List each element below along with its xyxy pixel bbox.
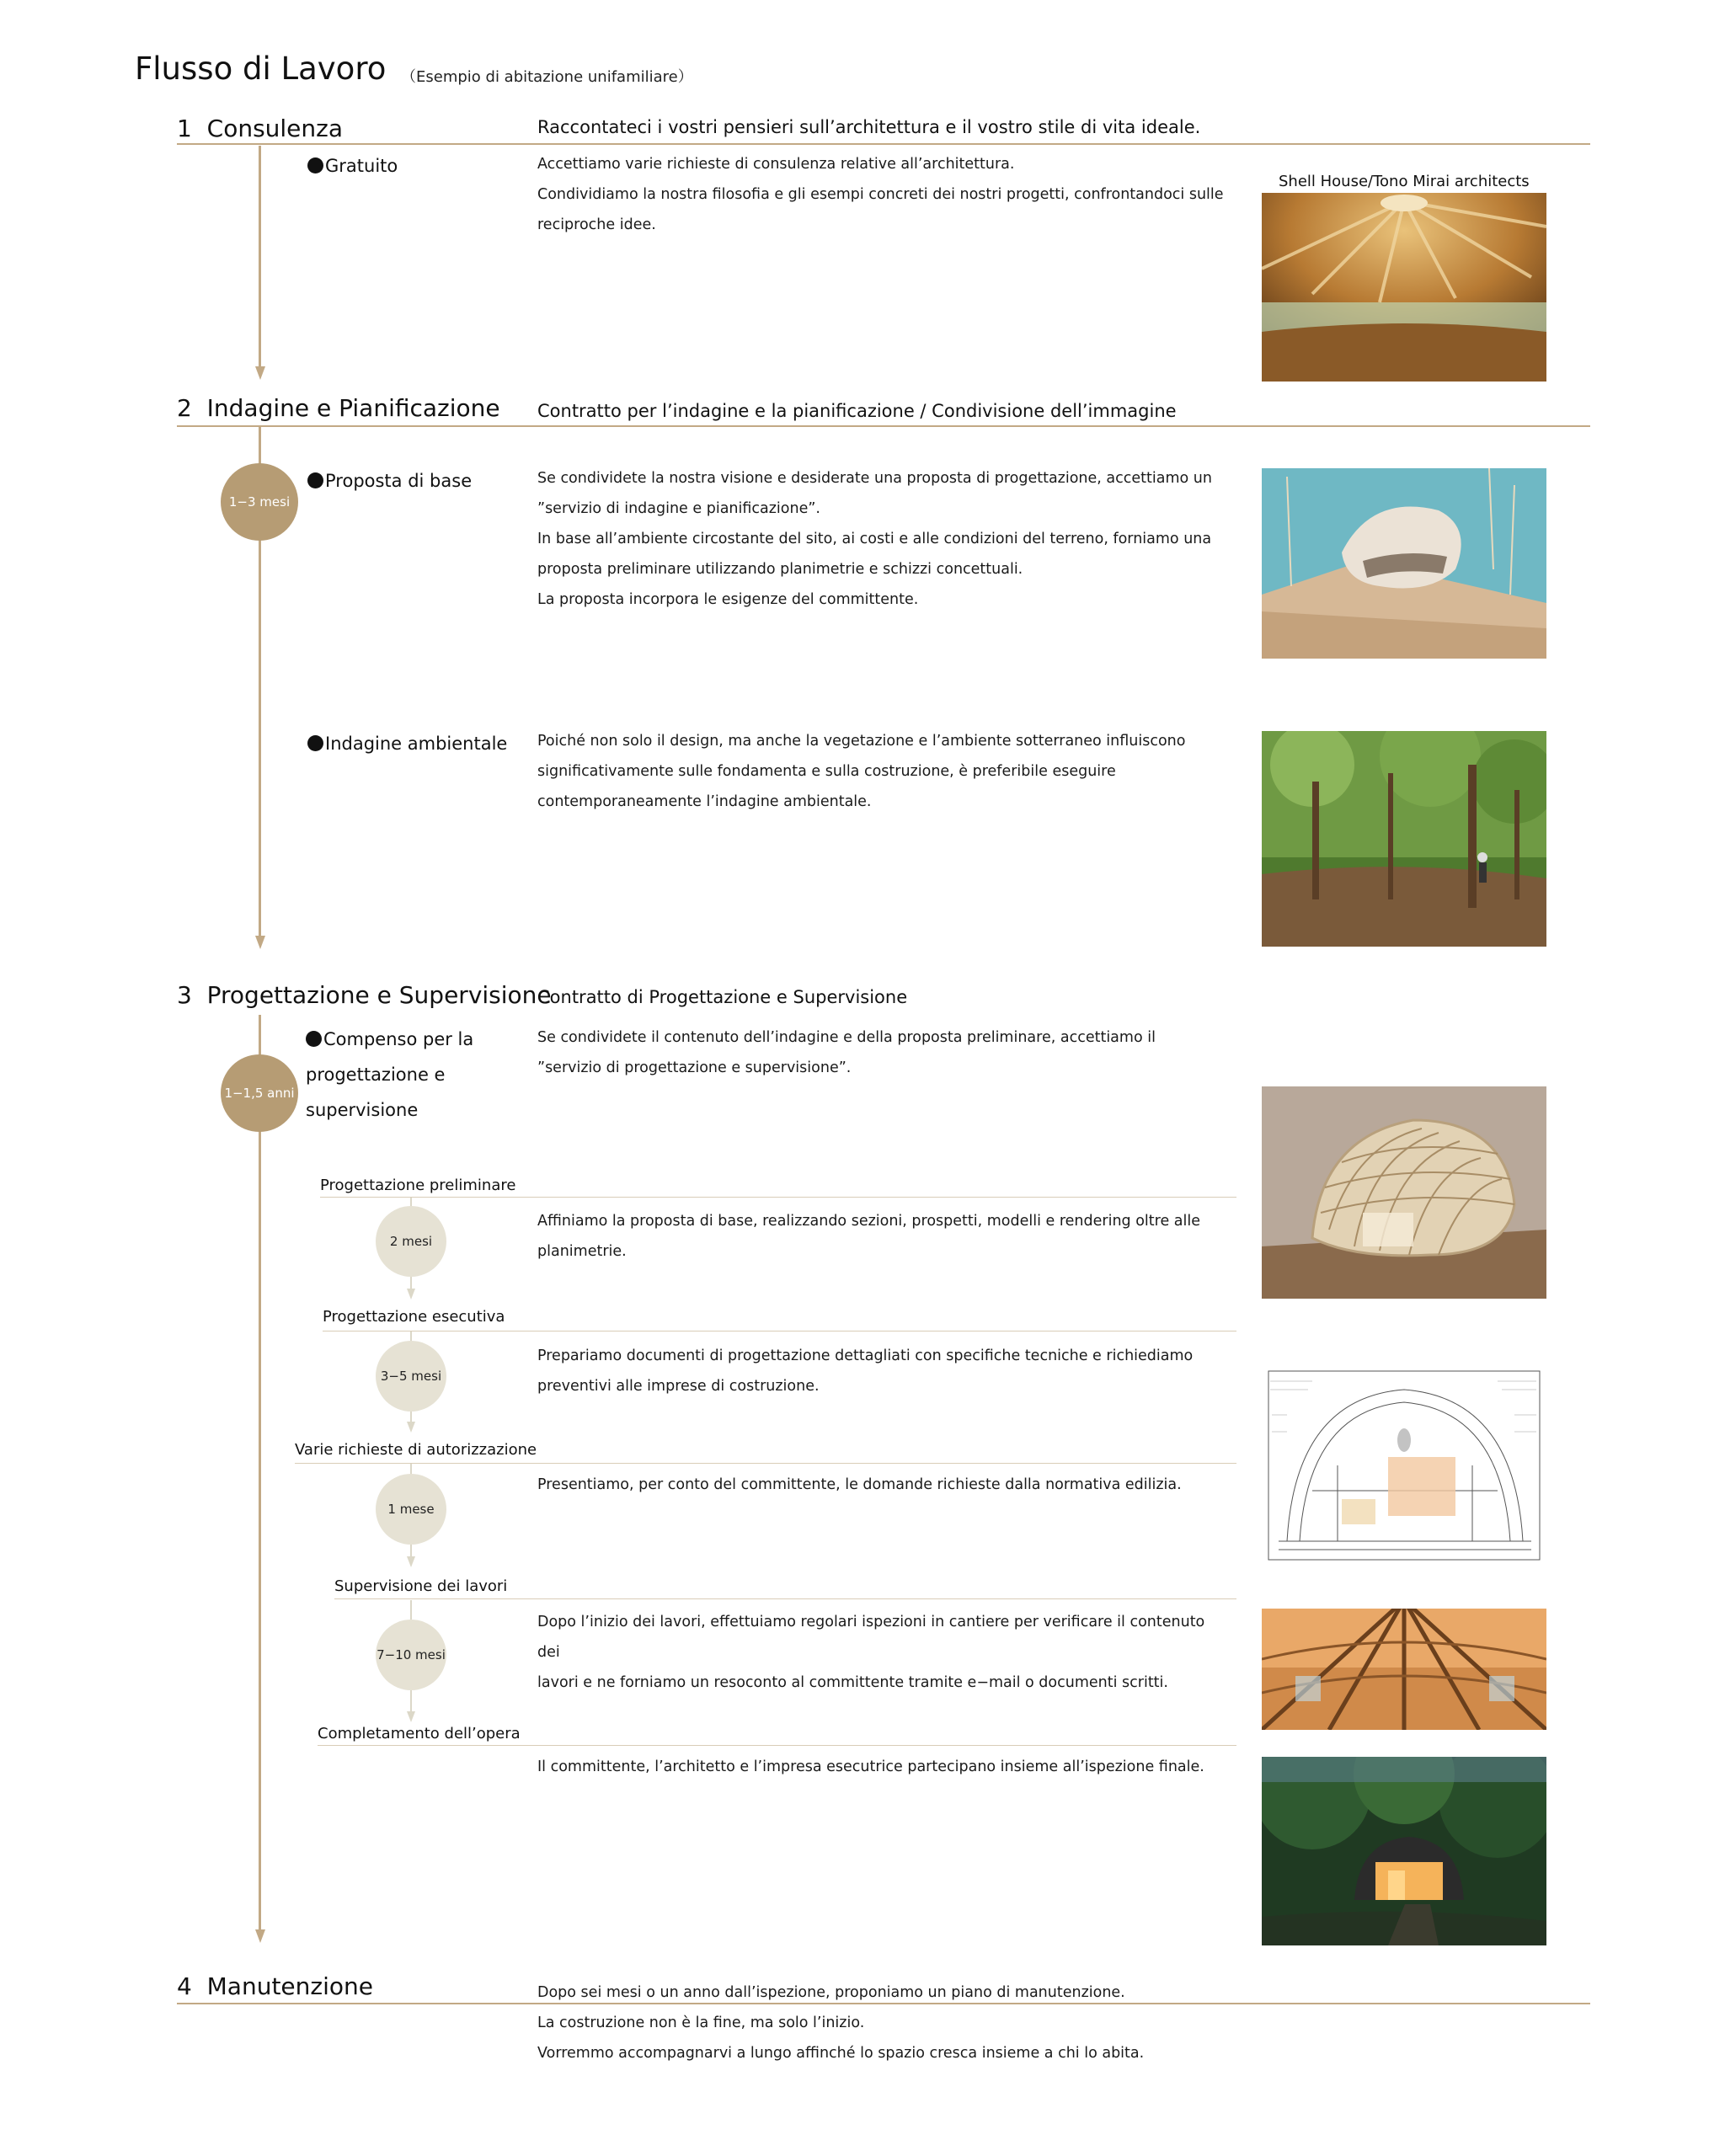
section-title xyxy=(177,1972,373,2000)
phase-rule xyxy=(320,1197,1236,1198)
phase-title: Progettazione esecutiva xyxy=(323,1308,505,1326)
phase-arrow xyxy=(407,1289,415,1299)
description-line: Prepariamo documenti di progettazione dettagliati con specifiche tecniche e richiediamo xyxy=(537,1348,1194,1364)
item-label-text: Proposta di base xyxy=(325,471,473,491)
photo-caption: Shell House/Tono Mirai architects xyxy=(1279,173,1530,190)
description-line: Dopo l’inizio dei lavori, effettuiamo regolari ispezioni in cantiere per verificare il contenuto dei xyxy=(537,1614,1205,1661)
timeline-arrow-3 xyxy=(255,1929,265,1943)
section-title-text: Consulenza xyxy=(206,115,344,142)
description-line: La proposta incorpora le esigenze del committente. xyxy=(537,591,919,608)
item-label-gratuito xyxy=(307,148,398,184)
timeline-line-3 xyxy=(259,1015,261,1929)
description-line: contemporaneamente l’indagine ambientale. xyxy=(537,793,872,810)
description-line: planimetrie. xyxy=(537,1243,627,1260)
section-number: 1 xyxy=(177,115,192,142)
phase-title: Varie richieste di autorizzazione xyxy=(295,1441,537,1459)
phase-description xyxy=(537,1206,1228,1267)
item-label-text: Gratuito xyxy=(325,156,398,176)
timeline-line-1 xyxy=(259,146,261,366)
description-line: lavori e ne forniamo un resoconto al committente tramite e−mail o documenti scritti. xyxy=(537,1674,1168,1691)
section-heading: Contratto per l’indagine e la pianificazione / Condivisione dell’immagine xyxy=(537,401,1177,421)
section-title xyxy=(177,394,500,422)
bullet-dot xyxy=(307,157,323,173)
item-label-compenso xyxy=(306,1022,473,1128)
photo-concept-model xyxy=(1262,468,1546,659)
duration-badge: 1−1,5 anni xyxy=(221,1054,298,1132)
phase-arrow xyxy=(407,1556,415,1567)
duration-badge: 1−3 mesi xyxy=(221,463,298,541)
description-line: Poiché non solo il design, ma anche la vegetazione e l’ambiente sotterraneo influiscono xyxy=(537,733,1186,750)
phase-title: Completamento dell’opera xyxy=(318,1725,521,1742)
section-number: 2 xyxy=(177,394,192,422)
photo-section-drawing xyxy=(1262,1364,1546,1566)
bullet-dot xyxy=(307,735,323,751)
section-rule xyxy=(177,143,1590,145)
phase-description xyxy=(537,1607,1228,1698)
description-line: Presentiamo, per conto del committente, le domande richieste dalla normativa edilizia. xyxy=(537,1476,1182,1493)
description-line: Se condividete la nostra visione e desiderate una proposta di progettazione, accettiamo un xyxy=(537,470,1212,487)
item-label-indagine-ambientale xyxy=(307,726,507,761)
phase-rule xyxy=(334,1598,1236,1599)
photo-shell-house-interior xyxy=(1262,193,1546,382)
item-description xyxy=(537,726,1228,817)
item-label-text: Compenso per la xyxy=(323,1029,474,1049)
description-line: ”servizio di progettazione e supervisione”. xyxy=(537,1059,852,1076)
photo-construction-roof xyxy=(1262,1609,1546,1730)
description-line: Dopo sei mesi o un anno dall’ispezione, proponiamo un piano di manutenzione. xyxy=(537,1984,1125,2001)
description-line: Vorremmo accompagnarvi a lungo affinché lo spazio cresca insieme a chi lo abita. xyxy=(537,2045,1145,2062)
phase-description xyxy=(537,1341,1228,1401)
description-line: Se condividete il contenuto dell’indagine e della proposta preliminare, accettiamo il xyxy=(537,1029,1156,1046)
item-label-proposta xyxy=(307,463,472,499)
timeline-arrow-2 xyxy=(255,936,265,949)
page-subtitle: （Esempio di abitazione unifamiliare） xyxy=(401,68,693,86)
section-title-text: Progettazione e Supervisione xyxy=(206,981,552,1009)
description-line: proposta preliminare utilizzando planimetrie e schizzi concettuali. xyxy=(537,561,1023,578)
bullet-dot xyxy=(307,472,323,488)
description-line: In base all’ambiente circostante del sito, ai costi e alle condizioni del terreno, forniamo una xyxy=(537,531,1212,547)
phase-title: Progettazione preliminare xyxy=(320,1177,516,1194)
description-line: preventivi alle imprese di costruzione. xyxy=(537,1378,820,1395)
item-description xyxy=(537,149,1228,240)
section-description xyxy=(537,1977,1380,2068)
photo-forest-site xyxy=(1262,731,1546,947)
description-line: reciproche idee. xyxy=(537,216,656,233)
description-line: Il committente, l’architetto e l’impresa esecutrice partecipano insieme all’ispezione finale. xyxy=(537,1758,1204,1775)
item-description xyxy=(537,1022,1228,1083)
phase-arrow xyxy=(407,1711,415,1722)
item-label-text: Indagine ambientale xyxy=(325,734,508,754)
item-description xyxy=(537,463,1228,615)
page-title: Flusso di Lavoro xyxy=(135,51,387,87)
item-label-text: supervisione xyxy=(306,1100,419,1120)
photo-wood-frame-model xyxy=(1262,1086,1546,1299)
description-line: Affiniamo la proposta di base, realizzando sezioni, prospetti, modelli e rendering oltre alle xyxy=(537,1213,1201,1230)
section-number: 4 xyxy=(177,1972,192,2000)
bullet-dot xyxy=(306,1031,322,1047)
section-rule xyxy=(177,425,1590,427)
phase-rule xyxy=(295,1463,1236,1464)
phase-duration-badge: 2 mesi xyxy=(376,1206,446,1277)
phase-duration-badge: 7−10 mesi xyxy=(376,1620,446,1690)
section-title xyxy=(177,115,343,142)
phase-arrow xyxy=(407,1422,415,1433)
phase-title: Supervisione dei lavori xyxy=(334,1577,508,1595)
description-line: Condividiamo la nostra filosofia e gli esempi concreti dei nostri progetti, confrontandoci sulle xyxy=(537,186,1224,203)
section-title xyxy=(177,981,552,1009)
description-line: significativamente sulle fondamenta e sulla costruzione, è preferibile eseguire xyxy=(537,763,1116,780)
section-title-text: Indagine e Pianificazione xyxy=(206,394,500,422)
section-number: 3 xyxy=(177,981,192,1009)
timeline-arrow-1 xyxy=(255,366,265,380)
phase-duration-badge: 3−5 mesi xyxy=(376,1341,446,1412)
section-heading: Contratto di Progettazione e Supervisione xyxy=(537,987,908,1007)
description-line: Accettiamo varie richieste di consulenza relative all’architettura. xyxy=(537,156,1015,173)
photo-completed-house xyxy=(1262,1757,1546,1945)
section-heading: Raccontateci i vostri pensieri sull’architettura e il vostro stile di vita ideale. xyxy=(537,117,1201,137)
description-line: ”servizio di indagine e pianificazione”. xyxy=(537,500,820,517)
description-line: La costruzione non è la fine, ma solo l’inizio. xyxy=(537,2015,865,2031)
phase-description xyxy=(537,1752,1262,1782)
section-title-text: Manutenzione xyxy=(206,1972,373,2000)
phase-description xyxy=(537,1470,1228,1500)
phase-rule xyxy=(318,1745,1236,1746)
item-label-text: progettazione e xyxy=(306,1065,446,1085)
phase-duration-badge: 1 mese xyxy=(376,1474,446,1545)
